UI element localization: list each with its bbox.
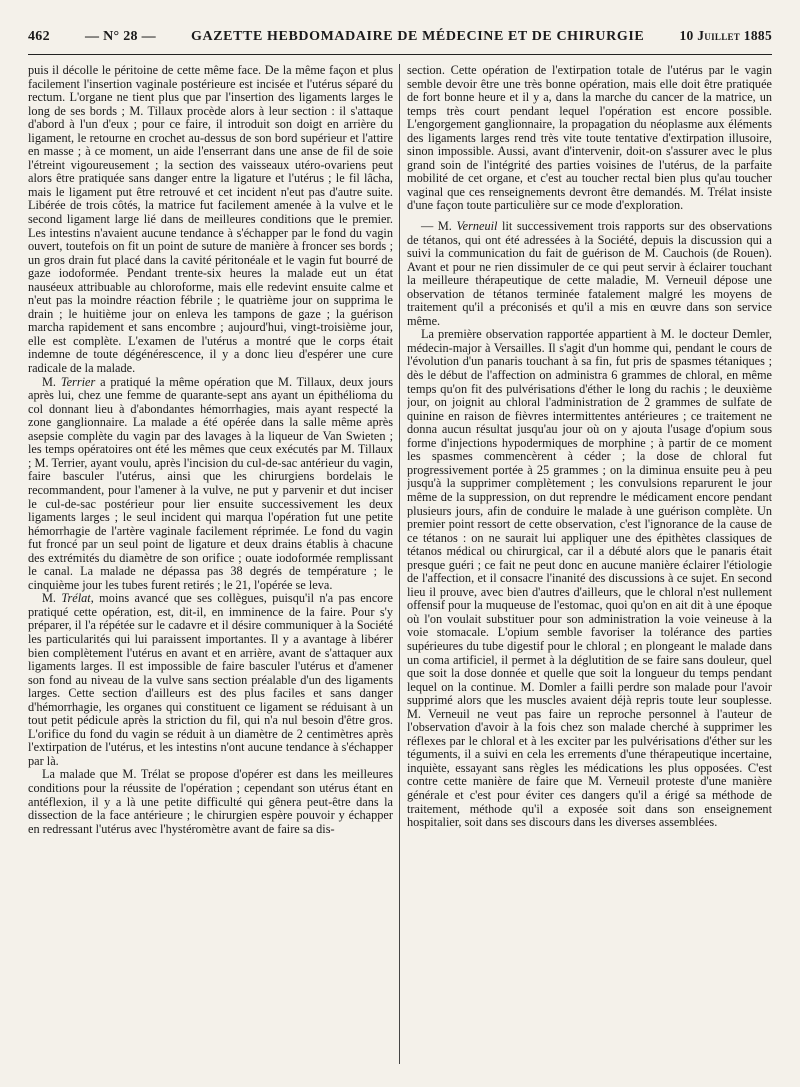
paragraph-prefix: — M. bbox=[421, 219, 457, 234]
author-name: Verneuil bbox=[456, 219, 498, 234]
author-name: Terrier bbox=[60, 374, 96, 389]
journal-title: GAZETTE HEBDOMADAIRE DE MÉDECINE ET DE CHIRURGIE bbox=[191, 29, 645, 44]
journal-page bbox=[28, 28, 772, 1068]
text-columns bbox=[28, 64, 772, 1064]
paragraph: La première observation rapportée appartient à M. le docteur Demler, médecin-major à Versailles. Il s'agit d'un homme qui, pendant le cours de l'évolution d'un panaris touchant à sa fin, fut pris de spasmes tétaniques ; dès le début de l'affection on administra 6 grammes de chloral, en même temps qu'on fit des pulvérisations d'éther le long du rachis ; le deuxième jour, on joignit au chloral l'administration de 2 grammes de sulfate de quinine en raison de fièvres intermittentes antérieures ; ce traitement ne donna aucun résultat jusqu'au jour où on y ajouta l'usage d'opium sous forme d'injections hypodermiques de morphine ; à partir de ce moment les spasmes commencèrent à céder ; la dose de chloral fut progressivement portée à 25 grammes ; on la diminua ensuite peu à peu jusqu'à la supprimer complètement ; les convulsions reparurent le jour même de la suppression, on dut reprendre le médicament encore pendant plusieurs jours, afin de conduire le malade à une guérison complète. Un premier point ressort de cette observation, c'est l'ignorance de la cause de ce tétanos : on ne saurait lui appliquer une des épithètes classiques de tétanos médical ou chirurgical, car il a débuté alors que le panaris était presque guéri ; ce fait ne peut donc en aucune manière éclairer l'étiologie de l'affection, et il consacre l'inanité des discussions à ce sujet. En second lieu il prouve, avec bien d'autres d'ailleurs, que le chloral n'est nullement offensif pour la muqueuse de l'estomac, quoi qu'on en ait dit à une époque où l'on voulait substituer pour son administration la voie veineuse à la voie stomacale. L'opium semble favoriser la tolérance des parties supérieures du tube digestif pour le chloral ; en plongeant le malade dans un coma artificiel, il permet à la déglutition de se faire sans douleur, quel que soit la dose donnée et quelle que soit la longueur du temps pendant lequel on la continue. M. Domler a failli perdre son malade pour l'avoir supprimé alors que les muscles avaient déjà repris toute leur souplesse. M. Verneuil ne veut pas faire un reproche personnel à l'auteur de l'observation d'avoir à la fois chez son malade cherché à supprimer les réflexes par le chloral et à les exciter par les pulvérisations d'éther sur les téguments, il a suivi en cela les errements d'une thérapeutique incertaine, inquiète, essayant sans règles les médications les plus opposées. C'est contre cette manière de faire que M. Verneuil proteste d'une manière générale et c'est pour éviter ces dangers qu'il a érigé sa méthode de traitement, méthode qu'il a exposée soit dans son enseignement hospitalier, soit dans ses discours dans les diverses assemblées. bbox=[407, 327, 772, 830]
issue-number: — N° 28 — bbox=[85, 29, 156, 44]
issue-date bbox=[679, 28, 772, 44]
paragraph-text: a pratiqué la même opération que M. Tillaux, deux jours après lui, chez une femme de quarante-sept ans ayant un épithélioma du col donnant lieu à d'abondantes hémorrhagies, mais ayant respecté la zone ganglionnaire. La malade a été opérée dans la salle même après asepsie complète du vagin par des lavages à la liqueur de Van Swieten ; les temps opératoires ont été les mêmes que ceux exécutés par M. Tillaux ; M. Terrier, ayant voulu, après l'incision du cul-de-sac antérieur du vagin, faire basculer l'utérus, ainsi que les chirurgiens bordelais le recommandent, pour l'amener à la vulve, ne put y parvenir et dut inciser le cul-de-sac postérieur pour lier ensuite successivement les deux ligaments larges ; le seul incident qui marqua l'opération fut une petite hémorrhagie de l'artère vaginale facilement réprimée. Le fond du vagin fut froncé par un seul point de ligature et deux drains établis à chacune des extrémités du diamètre de son orifice ; ouate iodoformée remplissant le canal. La malade ne dépassa pas 38 degrés de température ; le cinquième jour les tubes furent retirés ; le 21, l'opérée se leva. bbox=[28, 374, 393, 592]
paragraph bbox=[28, 592, 393, 768]
paragraph: section. Cette opération de l'extirpation totale de l'utérus par le vagin semble devoir être une très bonne opération, mais elle doit être pratiquée de fort bonne heure et il y a, dans la marche du cancer de la matrice, un temps très court pendant lequel l'opération est encore possible. L'engorgement ganglionnaire, la propagation du néoplasme aux éléments des ligaments larges rend très vite toute tentative d'extirpation illusoire, sinon impossible. Aussi, avant d'intervenir, doit-on s'assurer avec le plus grand soin de l'intégrité des parties voisines de l'utérus, de la parfaite mobilité de cet organe, et c'est au toucher rectal bien plus qu'au toucher vaginal que ces renseignements devront être demandés. M. Trélat insiste d'une façon toute particulière sur ce mode d'exploration. bbox=[407, 64, 772, 213]
left-column bbox=[28, 64, 393, 1064]
paragraph bbox=[28, 376, 393, 593]
paragraph-prefix: M. bbox=[42, 374, 61, 389]
paragraph-text: , moins avancé que ses collègues, puisqu'il n'a pas encore pratiqué cette opération, est, dit-il, en imminence de la faire. Pour s'y préparer, il l'a répétée sur le cadavre et il désire communiquer à la Société les particularités qui lui paraissent importantes. Il y a avantage à libérer bien complètement l'utérus en avant et en arrière, avant de s'attaquer aux ligaments larges. Il est impossible de faire basculer l'utérus et d'amener son fond au niveau de la vulve sans section préalable d'un des ligaments larges. Cette section d'ailleurs est des plus faciles et sans danger d'hémorrhagie, les organes qui constituent ce ligament se réduisant à un tout petit pédicule après la striction du fil, qui n'a nul besoin d'être gros. L'orifice du fond du vagin se réduit à un diamètre de 2 centimètres après l'extirpation de l'utérus, et les intestins n'ont aucune tendance à s'échapper par là. bbox=[28, 591, 393, 768]
paragraph-prefix: M. bbox=[42, 591, 62, 606]
running-header bbox=[28, 28, 772, 55]
right-column bbox=[407, 64, 772, 1064]
page-number: 462 bbox=[28, 29, 50, 44]
date-day: 10 bbox=[679, 28, 694, 43]
date-year: 1885 bbox=[743, 28, 772, 43]
column-divider bbox=[399, 64, 400, 1064]
date-month: Juillet bbox=[697, 28, 741, 43]
paragraph: puis il décolle le péritoine de cette même face. De la même façon et plus facilement l'insertion vaginale postérieure est incisée et l'utérus séparé du rectum. L'organe ne tient plus que par l'insertion des ligaments larges le long de ses bords ; M. Tillaux procède alors à leur section : il s'attaque d'abord à l'un d'eux ; pour ce faire, il introduit son doigt en arrière du ligament, le retourne en crochet au-dessus de son bord supérieur et l'attire en masse ; à ce moment, un aide l'enserrant dans une anse de fil de soie l'étreint vigoureusement ; la section des vaisseaux utéro-ovariens peut alors être pratiquée sans danger entre la ligature et l'utérus ; le fil lâcha, mais le ligament put être retrouvé et cet incident n'eut pas d'autre suite. Libérée de trois côtés, la matrice fut facilement amenée à la vulve et le second ligament large lié dans de meilleures conditions que le premier. Les intestins n'avaient aucune tendance à s'échapper par le fond du vagin ouvert, toutefois on fit un point de suture de manière à froncer ses bords ; un gros drain fut placé dans la cavité péritonéale et le vagin fut bourré de gaze iodoformée. Pendant trente-six heures la malade eut un état nauséeux attribuable au chloroforme, mais elle redevint ensuite calme et n'eut pas la moindre réaction fébrile ; le quatrième jour on supprima le drain ; le huitième jour on enleva les tampons de gaze ; la guérison marcha rapidement et sans encombre ; aujourd'hui, vingt-troisième jour, elle est complète. L'examen de l'utérus a montré que le corps était indemne de toute dégénérescence, il y a donc lieu d'espérer une cure radicale de la malade. bbox=[28, 64, 393, 376]
author-name: Trélat bbox=[61, 591, 91, 606]
paragraph: La malade que M. Trélat se propose d'opérer est dans les meilleures conditions pour la réussite de l'opération ; cependant son utérus étant en antéflexion, il y a là une petite difficulté qui gênera peut-être dans la dissection de la face antérieure ; le chirurgien espère pouvoir y échapper en redressant l'utérus avec l'hystéromètre avant de faire sa dis- bbox=[28, 767, 393, 836]
paragraph-text: lit successivement trois rapports sur des observations de tétanos, qui ont été adressées à la Société, depuis la discussion qui a suivi la communication du fait de guérison de M. Cauchois (de Rouen). Avant et pour ne rien dissimuler de ce qui peut servir à éclairer touchant la meilleure thérapeutique de cette maladie, M. Verneuil dépose une observation de tétanos terminée fatalement malgré les moyens de traitement qu'il a préconisés et qu'il a mis en œuvre dans son service même. bbox=[407, 219, 772, 328]
paragraph bbox=[407, 220, 772, 328]
